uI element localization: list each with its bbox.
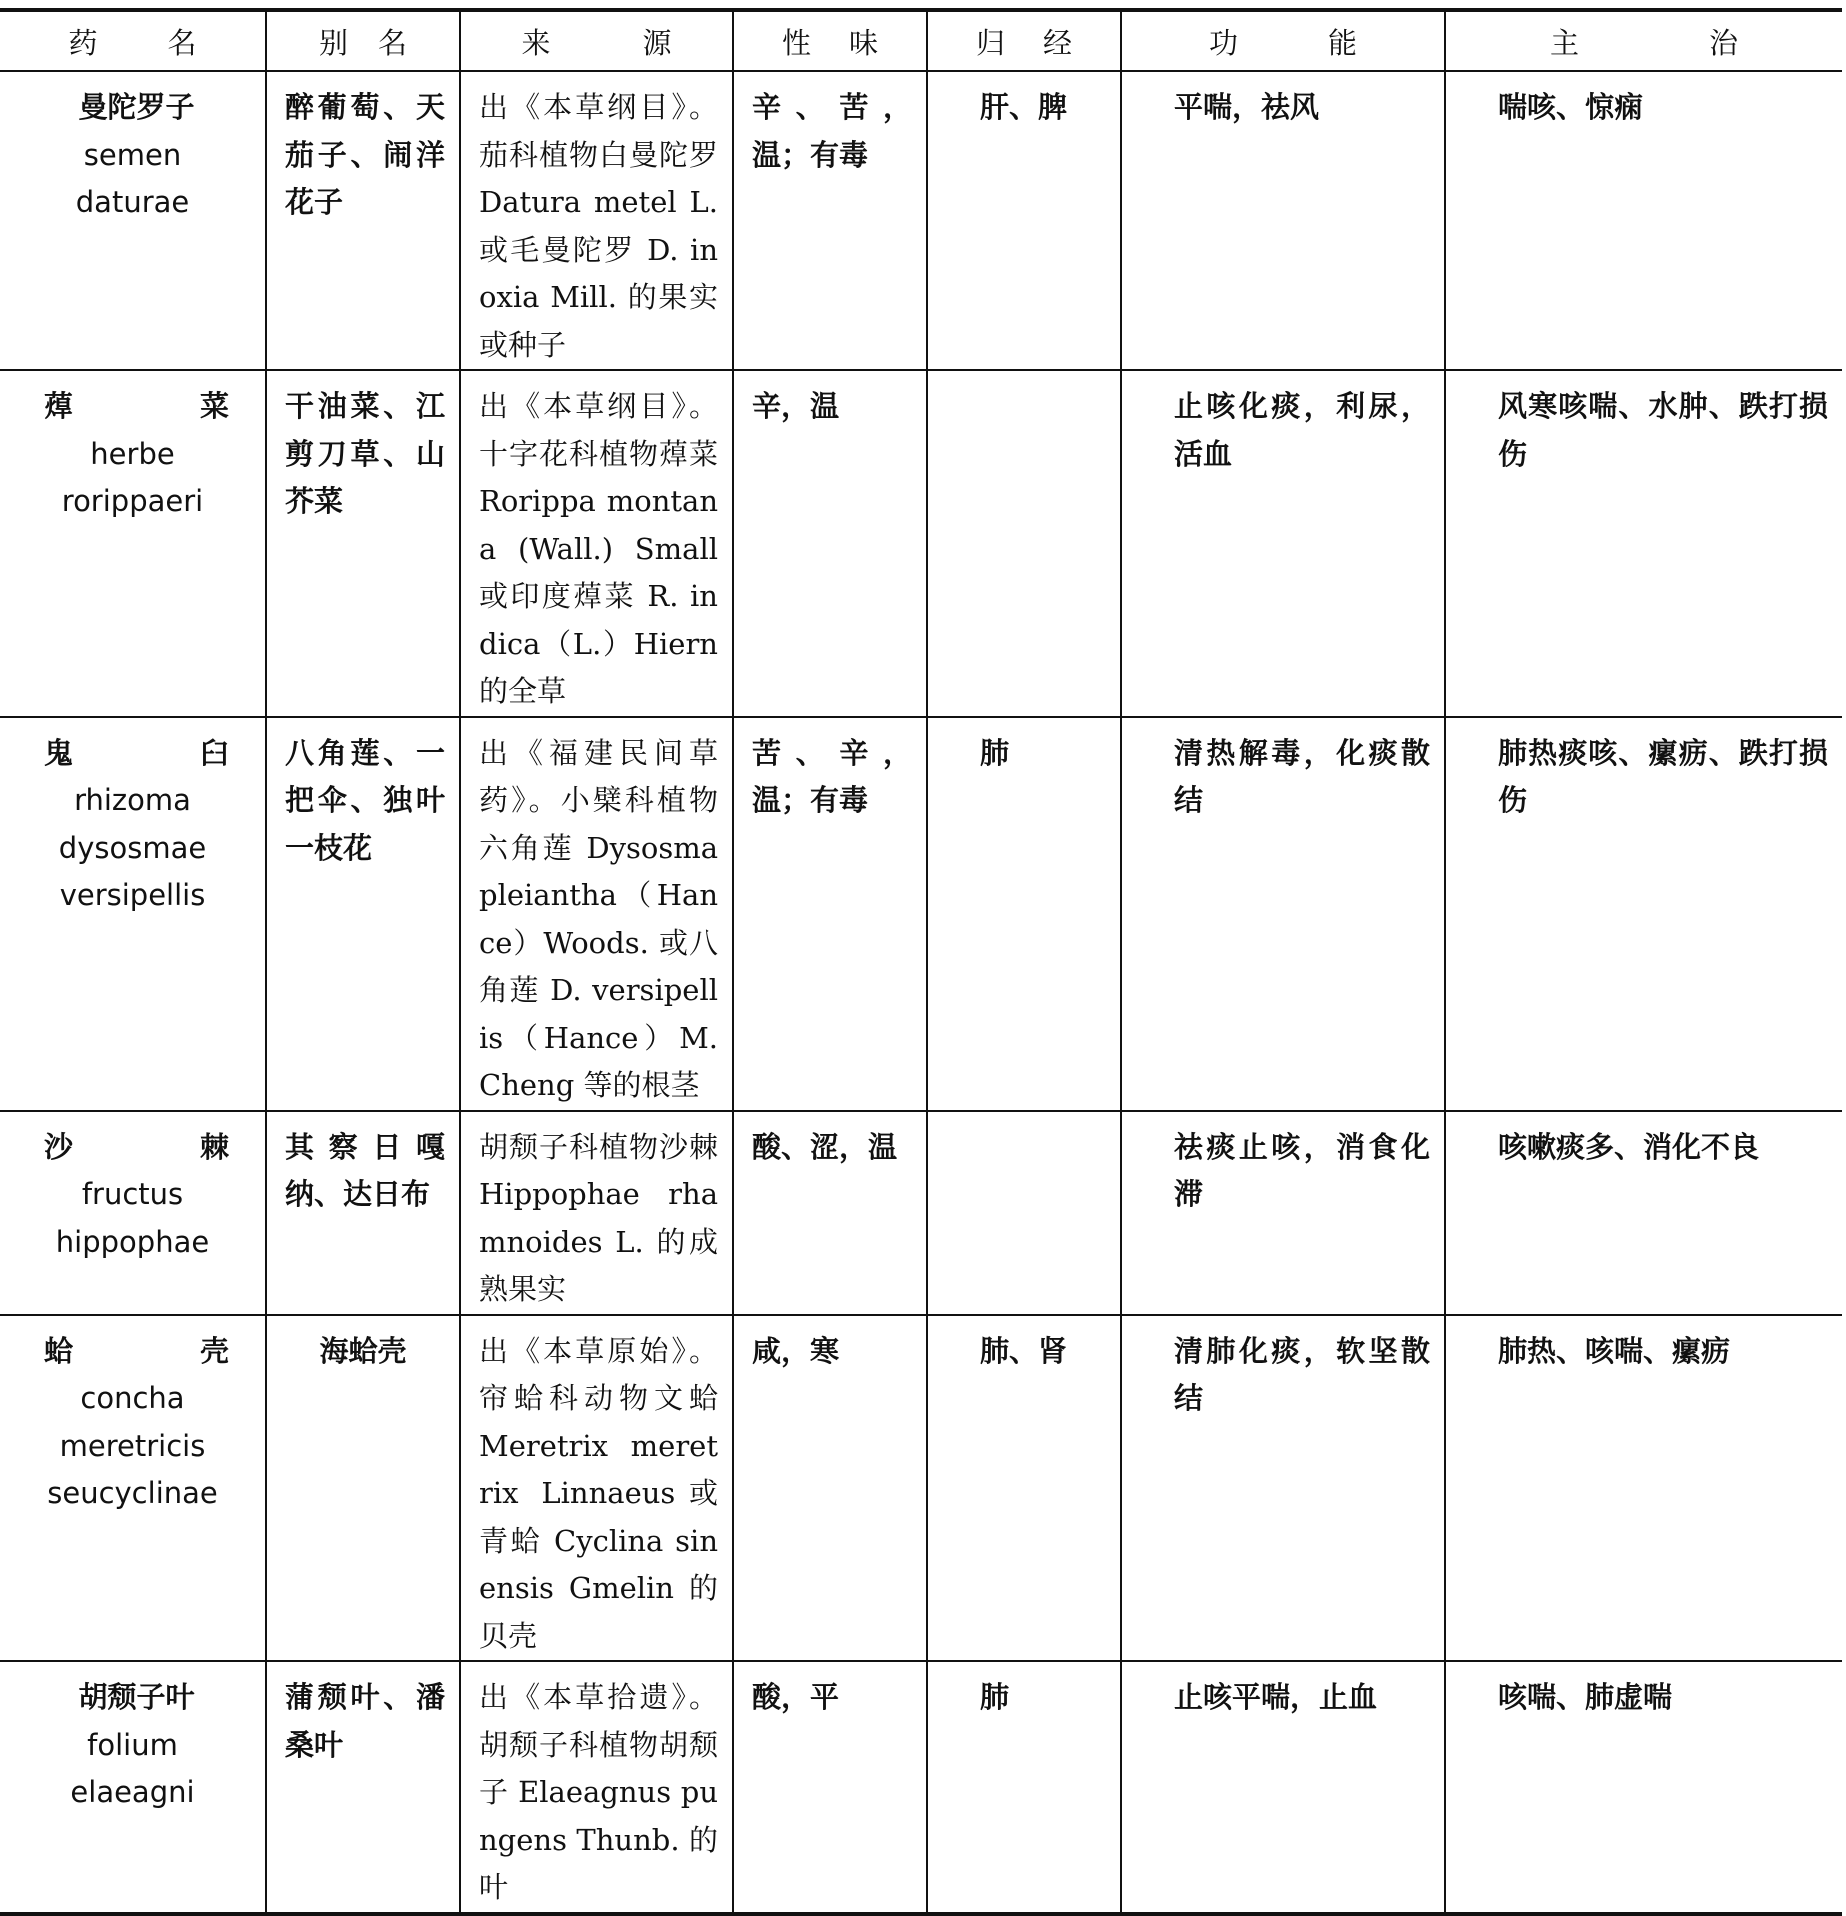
name-latin: fructus bbox=[81, 1177, 184, 1211]
cell-indication: 肺热痰咳、瘰疬、跌打损伤 bbox=[1445, 717, 1842, 1111]
name-cn: 沙 棘 bbox=[44, 1129, 229, 1164]
cell-function: 清热解毒，化痰散结 bbox=[1121, 717, 1445, 1111]
name-latin: semen bbox=[83, 137, 182, 172]
cell-source: 胡颓子科植物沙棘 Hippophae rhamnoides L. 的成熟果实 bbox=[460, 1111, 733, 1315]
cell-function: 平喘，祛风 bbox=[1121, 71, 1445, 370]
cell-name bbox=[0, 71, 266, 370]
cell-meridian: 肺、肾 bbox=[927, 1315, 1121, 1662]
cell-alias: 干油菜、江剪刀草、山芥菜 bbox=[266, 370, 460, 717]
name-cn: 曼陀罗子 bbox=[78, 90, 195, 124]
table-row bbox=[0, 1315, 1842, 1662]
table-row bbox=[0, 71, 1842, 370]
cell-meridian: 肺 bbox=[927, 1661, 1121, 1914]
cell-name bbox=[0, 717, 266, 1111]
table-row bbox=[0, 370, 1842, 717]
name-latin: daturae bbox=[75, 185, 190, 219]
name-cn: 蔊 菜 bbox=[44, 389, 229, 423]
name-latin: versipellis bbox=[59, 878, 206, 912]
name-latin: herbe bbox=[90, 436, 175, 471]
cell-source: 出《福建民间草药》。小檗科植物六角莲 Dysosma pleiantha（Hance）Woods. 或八角莲 D. versipellis（Hance）M. Cheng 等的根茎 bbox=[460, 717, 733, 1111]
cell-taste: 辛，温 bbox=[733, 370, 927, 717]
header-indication: 主 治 bbox=[1445, 10, 1842, 71]
cell-name bbox=[0, 1111, 266, 1315]
cell-source: 出《本草纲目》。茄科植物白曼陀罗 Datura metel L.或毛曼陀罗 D. inoxia Mill. 的果实或种子 bbox=[460, 71, 733, 370]
name-latin: meretricis bbox=[59, 1428, 206, 1463]
cell-function: 清肺化痰，软坚散结 bbox=[1121, 1315, 1445, 1662]
cell-function: 止咳化痰，利尿，活血 bbox=[1121, 370, 1445, 717]
name-latin: rhizoma bbox=[74, 783, 191, 817]
header-row bbox=[0, 10, 1842, 71]
cell-alias: 醉葡萄、天茄子、闹洋花子 bbox=[266, 71, 460, 370]
name-latin: elaeagni bbox=[70, 1775, 195, 1809]
cell-taste: 苦、辛，温；有毒 bbox=[733, 717, 927, 1111]
cell-alias: 海蛤壳 bbox=[266, 1315, 460, 1662]
header-taste: 性 味 bbox=[733, 10, 927, 71]
header-function: 功 能 bbox=[1121, 10, 1445, 71]
cell-indication: 风寒咳喘、水肿、跌打损伤 bbox=[1445, 370, 1842, 717]
name-latin: seucyclinae bbox=[47, 1476, 218, 1510]
name-latin: folium bbox=[87, 1727, 178, 1762]
cell-alias: 蒲颓叶、潘桑叶 bbox=[266, 1661, 460, 1914]
cell-source: 出《本草纲目》。十字花科植物蔊菜 Rorippa montana (Wall.) Small或印度蔊菜 R. indica（L.）Hiern 的全草 bbox=[460, 370, 733, 717]
cell-indication: 咳嗽痰多、消化不良 bbox=[1445, 1111, 1842, 1315]
cell-function: 止咳平喘，止血 bbox=[1121, 1661, 1445, 1914]
name-latin: concha bbox=[80, 1381, 185, 1415]
cell-taste: 酸，平 bbox=[733, 1661, 927, 1914]
name-latin: hippophae bbox=[55, 1224, 210, 1259]
header-source: 来 源 bbox=[460, 10, 733, 71]
name-cn: 鬼 臼 bbox=[44, 735, 229, 770]
cell-meridian bbox=[927, 370, 1121, 717]
table-row bbox=[0, 1111, 1842, 1315]
cell-indication: 肺热、咳喘、瘰疬 bbox=[1445, 1315, 1842, 1662]
herb-table bbox=[0, 8, 1842, 1916]
header-name: 药 名 bbox=[0, 10, 266, 71]
table-row bbox=[0, 1661, 1842, 1914]
cell-alias: 八角莲、一把伞、独叶一枝花 bbox=[266, 717, 460, 1111]
cell-source: 出《本草原始》。帘蛤科动物文蛤 Meretrix meretrix Linnaeus或青蛤 Cyclina sinensis Gmelin 的贝壳 bbox=[460, 1315, 733, 1662]
cell-indication: 喘咳、惊痫 bbox=[1445, 71, 1842, 370]
cell-taste: 酸、涩，温 bbox=[733, 1111, 927, 1315]
cell-name bbox=[0, 370, 266, 717]
cell-meridian bbox=[927, 1111, 1121, 1315]
cell-meridian: 肺 bbox=[927, 717, 1121, 1111]
cell-indication: 咳喘、肺虚喘 bbox=[1445, 1661, 1842, 1914]
cell-taste: 咸，寒 bbox=[733, 1315, 927, 1662]
cell-taste: 辛、苦，温；有毒 bbox=[733, 71, 927, 370]
table-row bbox=[0, 717, 1842, 1111]
cell-alias: 其察日嘎纳、达日布 bbox=[266, 1111, 460, 1315]
cell-source: 出《本草拾遗》。胡颓子科植物胡颓子 Elaeagnus pungens Thunb. 的叶 bbox=[460, 1661, 733, 1914]
name-cn: 蛤 壳 bbox=[44, 1333, 229, 1368]
name-cn: 胡颓子叶 bbox=[78, 1680, 195, 1714]
name-latin: rorippaeri bbox=[61, 484, 204, 518]
header-meridian: 归 经 bbox=[927, 10, 1121, 71]
name-latin: dysosmae bbox=[58, 830, 207, 865]
cell-function: 祛痰止咳，消食化滞 bbox=[1121, 1111, 1445, 1315]
cell-meridian: 肝、脾 bbox=[927, 71, 1121, 370]
cell-name bbox=[0, 1661, 266, 1914]
header-alias: 别 名 bbox=[266, 10, 460, 71]
cell-name bbox=[0, 1315, 266, 1662]
